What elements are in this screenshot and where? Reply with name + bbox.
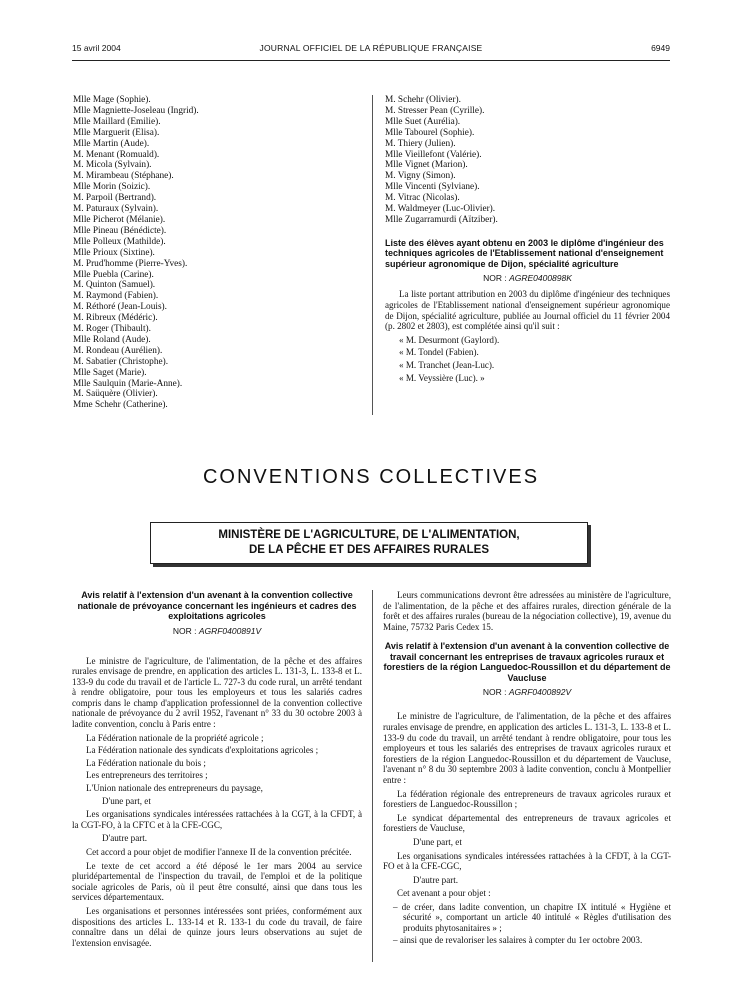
name-entry: M. Roger (Thibault). bbox=[73, 324, 151, 335]
name-entry: Mlle Picherot (Mélanie). bbox=[73, 214, 166, 225]
name-entry: M. Sabatier (Christophe). bbox=[73, 356, 169, 367]
name-entry: Mlle Martin (Aude). bbox=[73, 138, 150, 149]
column-divider-bottom bbox=[372, 590, 373, 962]
name-entry: Mlle Puebla (Carine). bbox=[73, 269, 154, 280]
name-entry: M. Prud'homme (Pierre-Yves). bbox=[73, 258, 188, 269]
avis2-other-part: D'autre part. bbox=[413, 874, 459, 885]
dijon-addition-entry: « M. Tranchet (Jean-Luc). bbox=[399, 359, 495, 370]
avis1-column bbox=[72, 590, 362, 951]
avis2-dash-item-1: – de créer, dans ladite convention, un chapitre IX intitulé « Hygiène et sécurité », comportant un article 40 intitulé « Règles d'utilisation des produits phytosanitaires » ; bbox=[393, 901, 671, 934]
name-entry: Mlle Saget (Marie). bbox=[73, 367, 147, 378]
avis1-other-part: D'autre part. bbox=[102, 833, 148, 844]
name-entry: M. Schehr (Olivier). bbox=[385, 95, 461, 105]
right-column-top bbox=[385, 95, 670, 385]
avis1-paragraph-1: Le ministre de l'agriculture, de l'alimentation, de la pêche et des affaires rurales envisage de prendre, en application des articles L. 131-3, L. 133-8 et L. 133-9 du code du travail et de l'article L. 727-3 du code rural, un arrêté tendant à rendre obligatoire, pour tous les employeurs et tous les salariés cadres compris dans le champ d'application professionnel de la convention collective nationale de prévoyance du 2 avril 1952, l'avenant n° 33 du 30 octobre 2003 à ladite convention, conclu à Paris entre : bbox=[72, 655, 362, 730]
name-entry: M. Quinton (Samuel). bbox=[73, 280, 156, 291]
conventions-title: CONVENTIONS COLLECTIVES bbox=[202, 466, 540, 488]
names-list-right bbox=[385, 95, 670, 226]
name-entry: M. Ribreux (Médéric). bbox=[73, 313, 158, 324]
name-entry: M. Raymond (Fabien). bbox=[73, 291, 159, 302]
avis1-party-entry: La Fédération nationale des syndicats d'exploitations agricoles ; bbox=[86, 745, 319, 756]
dijon-paragraph: La liste portant attribution en 2003 du diplôme d'ingénieur des techniques agricoles de l'Etablissement national d'enseignement supérieur agronomique de Dijon, spécialité agriculture, publiée au Journal officiel du 11 février 2004 (p. 2802 et 2803), est complétée ainsi qu'il suit : bbox=[385, 289, 670, 332]
avis2-dash-item-2: – ainsi que de revaloriser les salaires à compter du 1er octobre 2003. bbox=[393, 934, 643, 945]
name-entry: M. Micola (Sylvain). bbox=[73, 160, 152, 171]
avis2-title: Avis relatif à l'extension d'un avenant à la convention collective de travail concernant les entreprises de travaux agricoles ruraux et forestiers de la région Languedoc-Roussillon et du département de Vaucluse bbox=[383, 641, 671, 683]
avis1-one-part: D'une part, et bbox=[102, 795, 151, 806]
avis1-unions: Les organisations syndicales intéressées rattachées à la CGT, à la CFDT, à la CGT-FO, à la CFTC et à la CFE-CGC, bbox=[72, 809, 362, 830]
name-entry: Mlle Vignet (Marion). bbox=[385, 160, 468, 171]
name-entry: M. Vigny (Simon). bbox=[385, 171, 456, 182]
dijon-addition-entry: « M. Tondel (Fabien). bbox=[399, 347, 479, 358]
name-entry: Mlle Polleux (Mathilde). bbox=[73, 236, 166, 247]
name-entry: M. Réthoré (Jean-Louis). bbox=[73, 302, 167, 313]
column-divider-top bbox=[372, 95, 373, 415]
avis1-party-entry: Les entrepreneurs des territoires ; bbox=[86, 770, 208, 781]
avis1-party-entry: La Fédération nationale de la propriété agricole ; bbox=[86, 732, 264, 743]
name-entry: M. Thiery (Julien). bbox=[385, 138, 456, 149]
ministry-box bbox=[150, 522, 588, 564]
name-entry: M. Vitrac (Nicolas). bbox=[385, 193, 460, 204]
name-entry: Mlle Magniette-Joseleau (Ingrid). bbox=[73, 105, 199, 116]
name-entry: M. Waldmeyer (Luc-Olivier). bbox=[385, 204, 496, 215]
name-entry: Mlle Maillard (Emilie). bbox=[73, 116, 161, 127]
avis2-unions: Les organisations syndicales intéressées rattachées à la CFDT, à la CGT-FO et à la CFE-CGC, bbox=[383, 850, 671, 872]
name-entry: M. Rondeau (Aurélien). bbox=[73, 345, 163, 356]
avis1-parties-list bbox=[72, 733, 362, 794]
name-entry: Mlle Tabourel (Sophie). bbox=[385, 127, 475, 138]
name-entry: Mlle Prioux (Sixtine). bbox=[73, 247, 155, 258]
name-entry: Mlle Mage (Sophie). bbox=[73, 95, 151, 105]
name-entry: Mlle Saulquin (Marie-Anne). bbox=[73, 378, 183, 389]
name-entry: M. Stresser Pean (Cyrille). bbox=[385, 105, 485, 116]
name-entry: M. Mirambeau (Stéphane). bbox=[73, 171, 174, 182]
avis1-nor: NOR : AGRF0400891V bbox=[172, 625, 262, 636]
dijon-section-title: Liste des élèves ayant obtenu en 2003 le diplôme d'ingénieur des techniques agricoles de l'Etablissement national d'enseignement supérieur agronomique de Dijon, spécialité agriculture bbox=[385, 237, 664, 269]
avis1-paragraph-3: Le texte de cet accord a été déposé le 1er mars 2004 au service pluridépartemental de l'inspection du travail, de l'emploi et de la politique sociale agricoles de Paris, où il peut être consulté, ainsi que dans tous les services départementaux. bbox=[72, 860, 362, 903]
name-entry: M. Saüquère (Olivier). bbox=[73, 389, 158, 400]
name-entry: Mlle Vincenti (Sylviane). bbox=[385, 182, 480, 193]
name-entry: M. Parpoil (Bertrand). bbox=[73, 193, 157, 204]
name-entry: M. Menant (Romuald). bbox=[73, 149, 160, 160]
avis2-one-part: D'une part, et bbox=[413, 836, 462, 847]
avis2-nor: NOR : AGRF0400892V bbox=[482, 687, 572, 698]
avis2-party-2: Le syndicat départemental des entrepreneurs de travaux agricoles et forestiers de Vaucluse, bbox=[383, 812, 671, 834]
avis2-object: Cet avenant a pour objet : bbox=[397, 888, 491, 899]
names-list-left bbox=[73, 95, 353, 411]
header-journal-title: JOURNAL OFFICIEL DE LA RÉPUBLIQUE FRANÇAISE bbox=[259, 43, 483, 53]
name-entry: Mlle Pineau (Bénédicte). bbox=[73, 225, 167, 236]
dijon-addition-entry: « M. Desurmont (Gaylord). bbox=[399, 334, 500, 345]
header-date: 15 avril 2004 bbox=[72, 43, 121, 53]
right-column-intro: Leurs communications devront être adressées au ministère de l'agriculture, de l'alimentation, de la pêche et des affaires rurales, direction générale de la forêt et des affaires rurales (bureau de la négociation collective), 19, avenue du Maine, 75732 Paris Cedex 15. bbox=[383, 590, 671, 632]
name-entry: Mlle Morin (Soizic). bbox=[73, 182, 151, 193]
avis2-paragraph-1: Le ministre de l'agriculture, de l'alimentation, de la pêche et des affaires rurales envisage de prendre, en application des articles L. 131-3, L. 133-8 et L. 133-9 du code du travail, un arrêté tendant à rendre obligatoire, pour tous les employeurs et tous les salariés des entreprises de travaux agricoles ruraux et forestiers de la région Languedoc-Roussillon et du département de Vaucluse, l'avenant n° 8 du 30 septembre 2003 à ladite convention, conclu à Montpellier entre : bbox=[383, 711, 671, 785]
dijon-nor: NOR : AGRE0400898K bbox=[483, 273, 572, 284]
name-entry: M. Paturaux (Sylvain). bbox=[73, 204, 159, 215]
avis1-paragraph-4: Les organisations et personnes intéressées sont priées, conformément aux dispositions des articles L. 133-14 et R. 133-1 du code du travail, de faire connaître dans un délai de quinze jours leurs observations au sujet de l'extension envisagée. bbox=[72, 905, 362, 948]
ministry-line-2: DE LA PÊCHE ET DES AFFAIRES RURALES bbox=[248, 544, 490, 556]
avis1-paragraph-2: Cet accord a pour objet de modifier l'annexe II de la convention précitée. bbox=[86, 847, 352, 857]
dijon-additions-list bbox=[385, 335, 670, 383]
avis2-column bbox=[383, 590, 671, 946]
page-header bbox=[72, 43, 670, 61]
ministry-line-1: MINISTÈRE DE L'AGRICULTURE, DE L'ALIMENTATION, bbox=[218, 529, 520, 541]
name-entry: Mlle Marguerit (Elisa). bbox=[73, 127, 160, 138]
dijon-addition-entry: « M. Veyssière (Luc). » bbox=[399, 372, 485, 383]
name-entry: Mlle Zugarramurdi (Aïtziber). bbox=[385, 214, 498, 225]
name-entry: Mme Schehr (Catherine). bbox=[73, 400, 168, 411]
avis1-title: Avis relatif à l'extension d'un avenant à la convention collective nationale de prévoyance concernant les ingénieurs et cadres des exploitations agricoles bbox=[77, 590, 357, 621]
avis1-party-entry: L'Union nationale des entrepreneurs du paysage, bbox=[86, 783, 263, 794]
name-entry: Mlle Vieillefont (Valérie). bbox=[385, 149, 482, 160]
avis2-party-1: La fédération régionale des entrepreneurs de travaux agricoles ruraux et forestiers de Languedoc-Roussillon ; bbox=[383, 788, 671, 810]
name-entry: Mlle Suet (Aurélia). bbox=[385, 116, 461, 127]
avis1-party-entry: La Fédération nationale du bois ; bbox=[86, 757, 206, 768]
header-page-number: 6949 bbox=[651, 43, 670, 53]
name-entry: Mlle Roland (Aude). bbox=[73, 334, 151, 345]
